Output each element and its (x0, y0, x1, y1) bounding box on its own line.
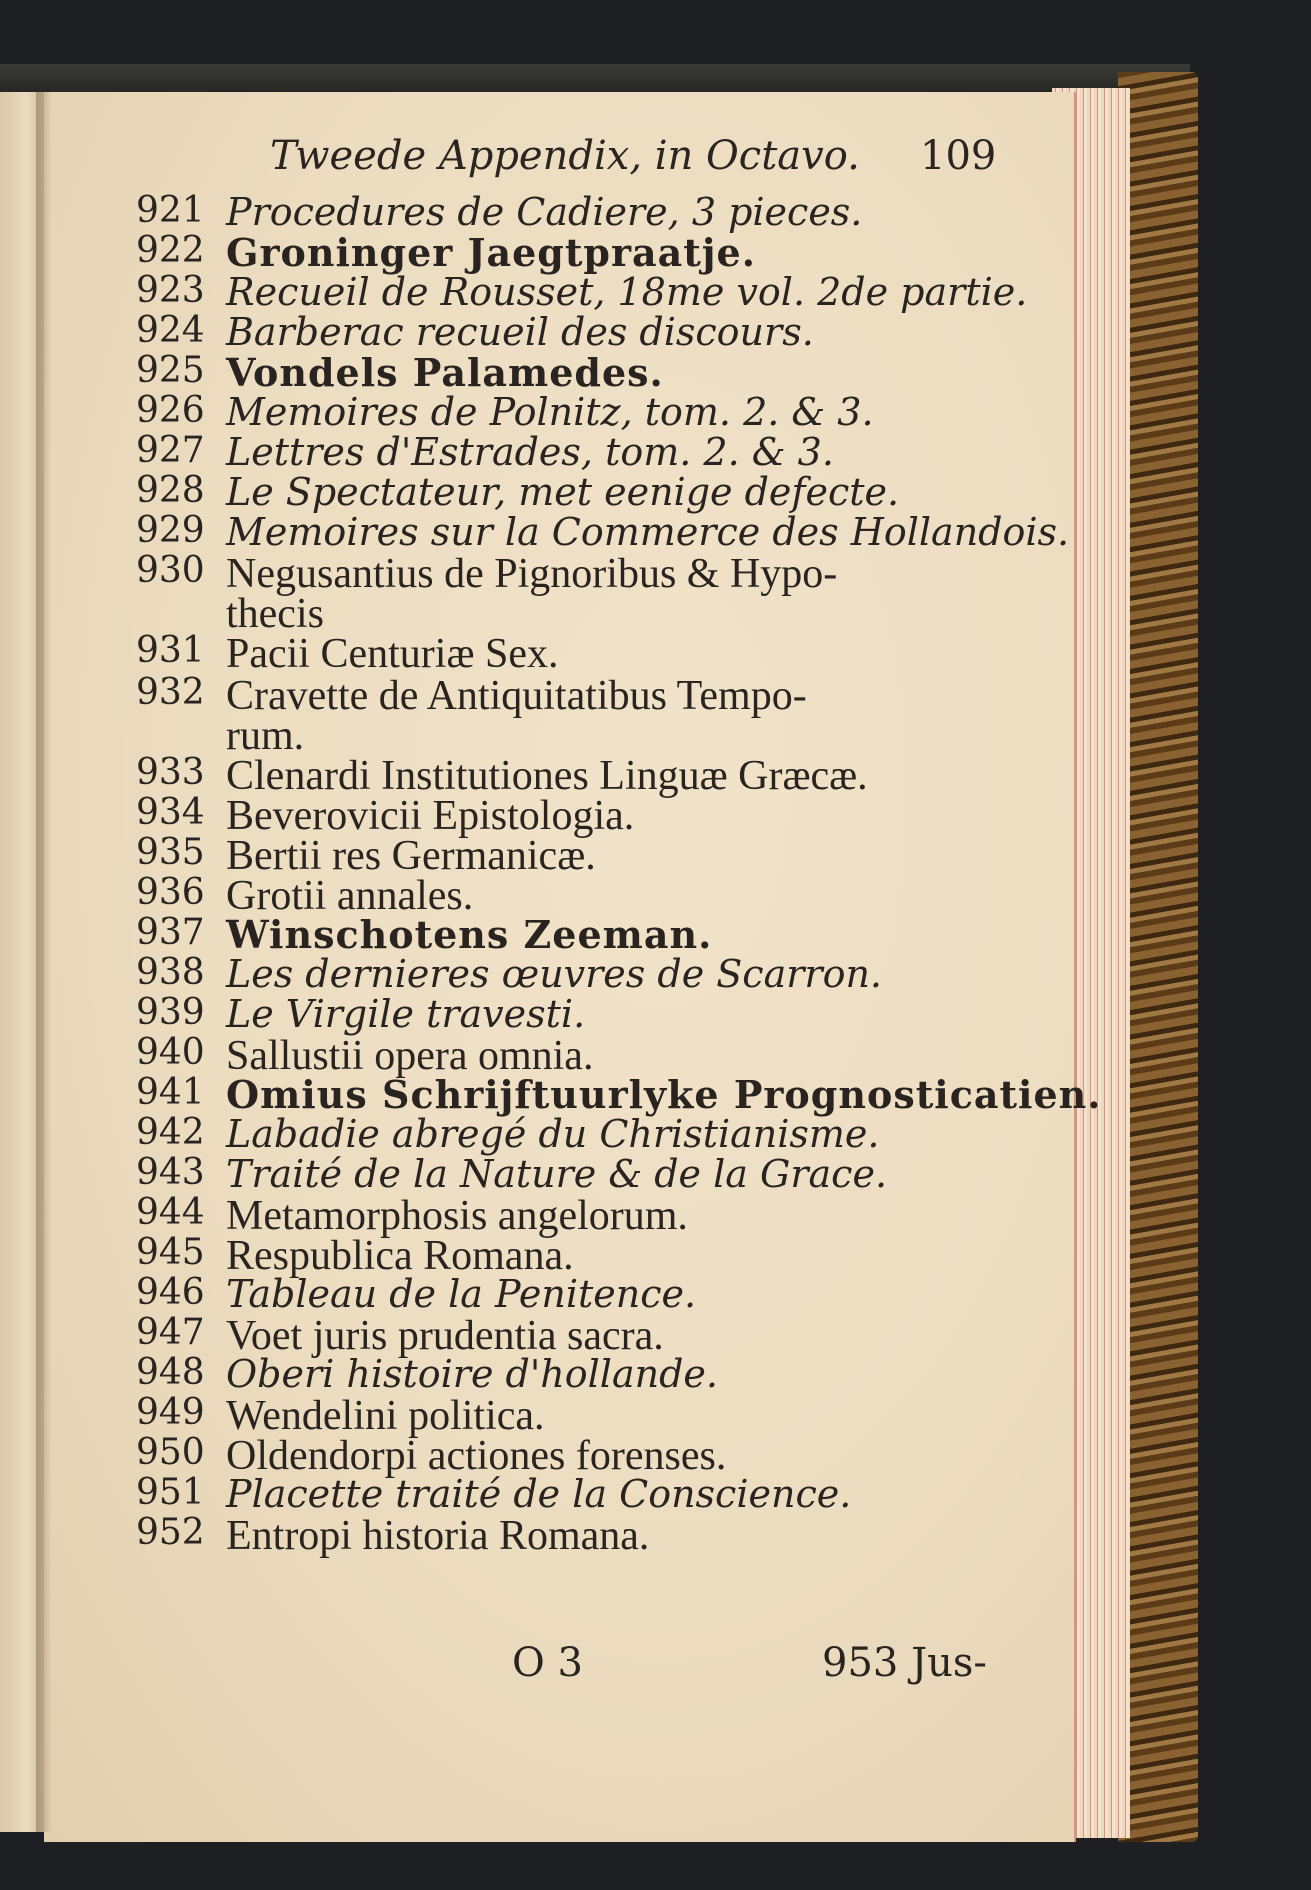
entry-number: 937 (136, 912, 205, 953)
entry-number: 926 (136, 390, 205, 431)
entry-number: 922 (136, 230, 205, 271)
entry-title: Barberac recueil des discours. (226, 310, 814, 354)
running-header (270, 133, 1010, 179)
entry-title: Sallustii opera omnia. (226, 1033, 594, 1079)
entry-number: 933 (136, 752, 205, 793)
page-number: 109 (920, 133, 997, 179)
entry-number: 925 (136, 350, 205, 391)
marbled-cover (1118, 72, 1198, 1842)
entry-title: Entropi historia Romana. (226, 1513, 650, 1559)
entry-title: Cravette de Antiquitatibus Tempo- (226, 673, 807, 719)
entry-number: 935 (136, 832, 205, 873)
entry-number: 931 (136, 630, 205, 671)
entry-number: 938 (136, 952, 205, 993)
entry-title: Beverovicii Epistologia. (226, 793, 635, 839)
binding-shadow (36, 92, 52, 1832)
entry-title: Pacii Centuriæ Sex. (226, 631, 559, 677)
entry-number: 928 (136, 470, 205, 511)
entry-title: Grotii annales. (226, 873, 474, 919)
entry-title: Lettres d'Estrades, tom. 2. & 3. (226, 430, 834, 474)
entry-number: 929 (136, 510, 205, 551)
entry-title: Winschotens Zeeman. (226, 912, 713, 957)
entry-title: Le Virgile travesti. (226, 992, 586, 1036)
entry-title: Placette traité de la Conscience. (226, 1472, 852, 1516)
entry-title: Labadie abregé du Christianisme. (226, 1112, 880, 1156)
entry-title: Tableau de la Penitence. (226, 1272, 697, 1316)
entry-number: 934 (136, 792, 205, 833)
entry-number: 923 (136, 270, 205, 311)
entry-number: 950 (136, 1432, 205, 1473)
entry-number: 948 (136, 1352, 205, 1393)
entry-number: 939 (136, 992, 205, 1033)
entry-number: 947 (136, 1312, 205, 1353)
entry-title: Omius Schrijftuurlyke Prognosticatien. (226, 1072, 1102, 1117)
entry-number: 946 (136, 1272, 205, 1313)
entry-number: 945 (136, 1232, 205, 1273)
entry-number: 930 (136, 550, 205, 591)
entry-title: Bertii res Germanicæ. (226, 833, 596, 879)
entry-title: Clenardi Institutiones Linguæ Græcæ. (226, 753, 868, 799)
entry-title: Le Spectateur, met eenige defecte. (226, 470, 900, 514)
entry-number: 932 (136, 672, 205, 713)
entry-number: 941 (136, 1072, 205, 1113)
entry-title: Respublica Romana. (226, 1233, 574, 1279)
entry-number: 951 (136, 1472, 205, 1513)
entry-title: Procedures de Cadiere, 3 pieces. (226, 190, 863, 234)
entry-title: Voet juris prudentia sacra. (226, 1313, 664, 1359)
entry-number: 936 (136, 872, 205, 913)
entry-title: Groninger Jaegtpraatje. (226, 230, 756, 275)
entry-title: Oberi histoire d'hollande. (226, 1352, 718, 1396)
signature-mark: O 3 (512, 1640, 583, 1686)
entry-number: 943 (136, 1152, 205, 1193)
entry-title: Metamorphosis angelorum. (226, 1193, 688, 1239)
entry-number: 944 (136, 1192, 205, 1233)
entry-title: Wendelini politica. (226, 1393, 545, 1439)
entry-number: 949 (136, 1392, 205, 1433)
entry-number: 921 (136, 190, 205, 231)
entry-number: 942 (136, 1112, 205, 1153)
header-title: Tweede Appendix, in Octavo. (270, 133, 860, 179)
entry-title: Memoires sur la Commerce des Hollandois. (226, 510, 1070, 554)
entry-title: Recueil de Rousset, 18me vol. 2de partie. (226, 270, 1028, 314)
entry-title: Vondels Palamedes. (226, 350, 664, 395)
entry-number: 952 (136, 1512, 205, 1553)
entry-title: thecis (226, 591, 324, 637)
catchword: 953 Jus- (822, 1640, 987, 1686)
entry-title: rum. (226, 713, 305, 759)
entry-title: Negusantius de Pignoribus & Hypo- (226, 551, 838, 597)
entry-number: 927 (136, 430, 205, 471)
entry-number: 940 (136, 1032, 205, 1073)
entry-title: Les dernieres œuvres de Scarron. (226, 952, 883, 996)
entry-title: Oldendorpi actiones forenses. (226, 1433, 727, 1479)
entry-title: Memoires de Polnitz, tom. 2. & 3. (226, 390, 874, 434)
entry-number: 924 (136, 310, 205, 351)
entry-title: Traité de la Nature & de la Grace. (226, 1152, 888, 1196)
